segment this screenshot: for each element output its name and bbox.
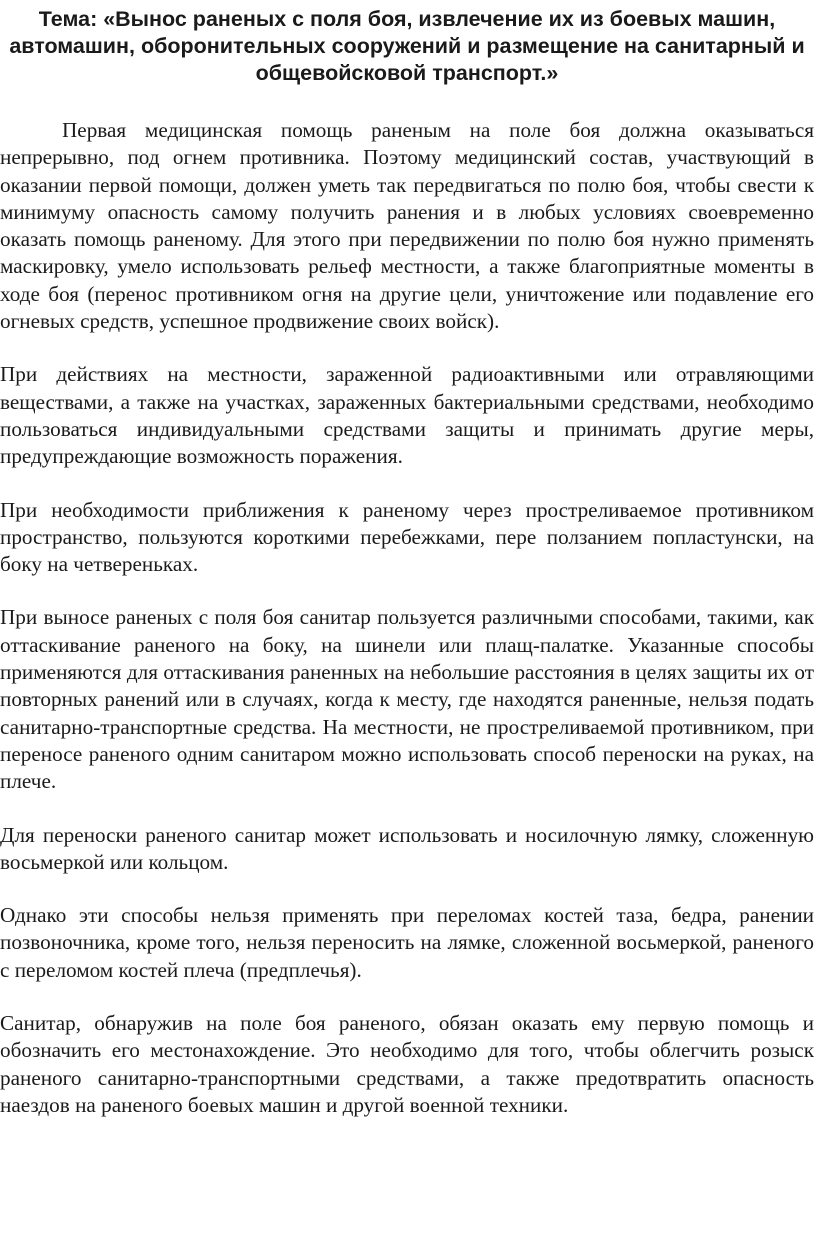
paragraph-contaminated-terrain: При действиях на местности, зараженной радиоактивными или отравляющими веществами, а также на участках, зараженных бактериальными средствами, необходимо пользоваться индивидуальными средствами защиты и принимать другие меры, предупреждающие возможность поражения. <box>0 362 814 469</box>
paragraph-marking-location: Санитар, обнаружив на поле боя раненого, обязан оказать ему первую помощь и обозначить его местонахождение. Это необходимо для того, чтобы облегчить розыск раненого санитарно-транспортными средствами, а также предотвратить опасность наездов на раненого боевых машин и другой военной техники. <box>0 1011 814 1117</box>
paragraph-stretcher-strap: Для переноски раненого санитар может использовать и носилочную лямку, сложенную восьмеркой или кольцом. <box>0 822 814 874</box>
paragraph-approach-wounded: При необходимости приближения к раненому через простреливаемое противником пространство, пользуются короткими перебежками, пере ползанием попластунски, на боку на четвереньках. <box>0 497 814 577</box>
paragraph-carrying-methods: При выносе раненых с поля боя санитар пользуется различными способами, такими, как оттаскивание раненого на боку, на шинели или плащ-палатке. Указанные способы применяются для оттаскивания раненных на небольшие расстояния в целях защиты их от повторных ранений или в случаях, когда к месту, где находятся раненные, нельзя подать санитарно-транспортные средства. На местности, не простреливаемой противником, при переносе раненого одним санитаром можно использовать способ переноски на руках, на плече. <box>0 605 814 794</box>
paragraph-first-aid-intro: Первая медицинская помощь раненым на поле боя должна оказываться непрерывно, под огнем противника. Поэтому медицинский состав, участвующий в оказании первой помощи, должен уметь так передвигаться по полю боя, чтобы свести к минимуму опасность самому получить ранения и в любых условиях своевременно оказать помощь раненому. Для этого при передвижении по полю боя нужно применять маскировку, умело использовать рельеф местности, а также благоприятные моменты в ходе боя (перенос противником огня на другие цели, уничтожение или подавление его огневых средств, успешное продвижение своих войск). <box>0 118 814 334</box>
paragraph-restrictions: Однако эти способы нельзя применять при переломах костей таза, бедра, ранении позвоночника, кроме того, нельзя переносить на лямке, сложенной восьмеркой, раненого с переломом костей плеча (предплечья). <box>0 903 814 982</box>
page-title: Тема: «Вынос раненых с поля боя, извлечение их из боевых машин, автомашин, оборонительных сооружений и размещение на санитарный и общевойсковой транспорт.» <box>9 7 805 85</box>
